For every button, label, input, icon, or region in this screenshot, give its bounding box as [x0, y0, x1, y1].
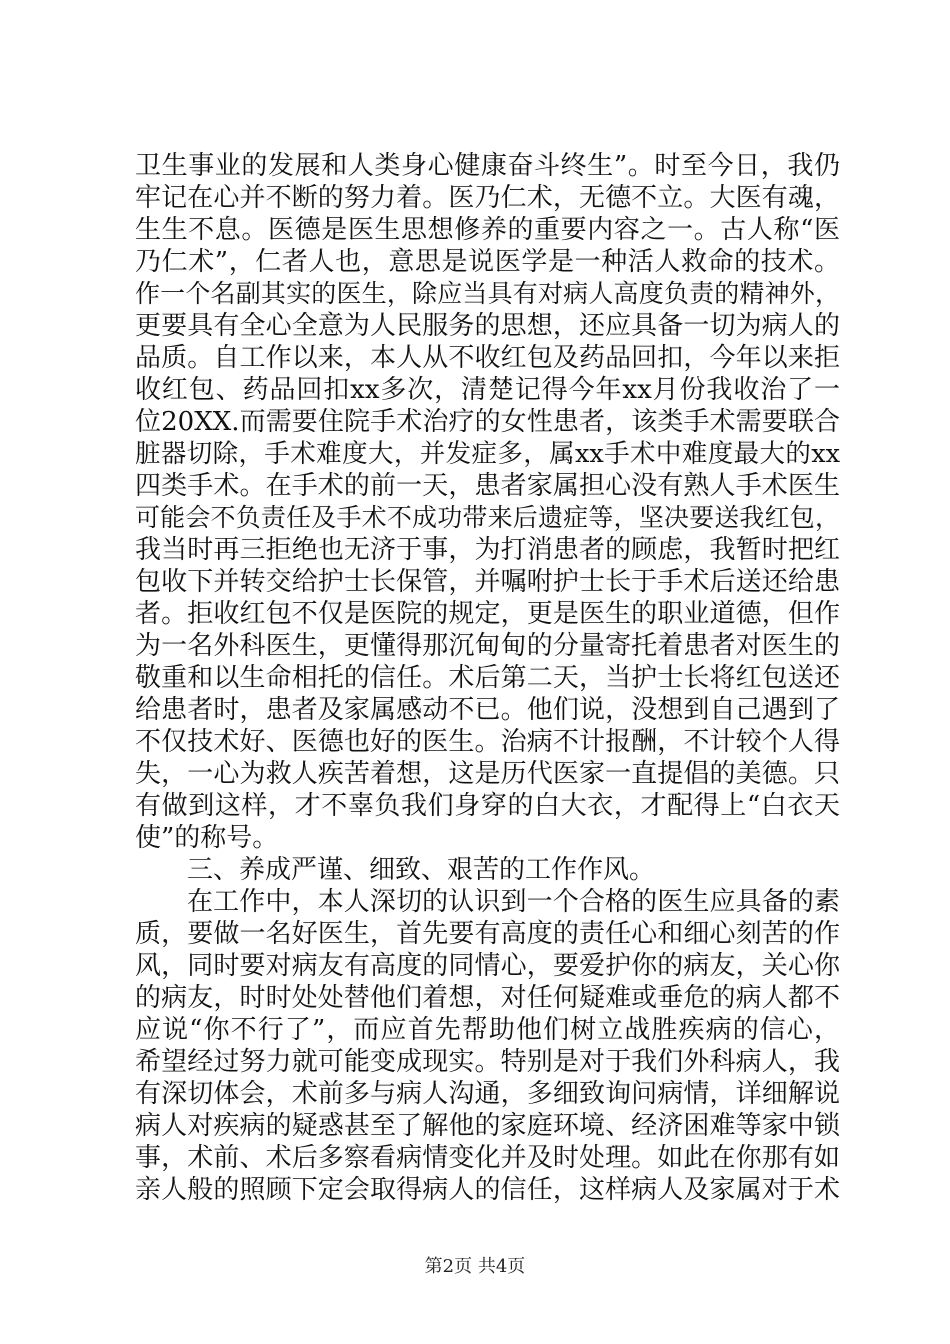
page-number-footer: 第2页 共4页 [424, 1256, 526, 1277]
text-line: 病人对疾病的疑惑甚至了解他的家庭环境、经济困难等家中锁 [135, 1111, 840, 1141]
text-line: 更要具有全心全意为人民服务的思想，还应具备一切为病人的 [135, 311, 840, 341]
text-line: 质，要做一名好医生，首先要有高度的责任心和细心刻苦的作 [135, 919, 840, 949]
text-line: 四类手术。在手术的前一天，患者家属担心没有熟人手术医生 [135, 471, 840, 501]
text-line: 乃仁术”，仁者人也，意思是说医学是一种活人救命的技术。 [135, 247, 840, 277]
section-heading: 三、养成严谨、细致、艰苦的工作作风。 [187, 855, 656, 885]
text-line: 有深切体会，术前多与病人沟通，多细致询问病情，详细解说 [135, 1079, 840, 1109]
text-line: 希望经过努力就可能变成现实。特别是对于我们外科病人，我 [135, 1047, 840, 1077]
paragraph-work-style [135, 886, 840, 1206]
text-line: 不仅技术好、医德也好的医生。治病不计报酬，不计较个人得 [135, 727, 840, 757]
text-line: 的病友，时时处处替他们着想，对任何疑难或垂危的病人都不 [135, 983, 840, 1013]
text-line: 牢记在心并不断的努力着。医乃仁术，无德不立。大医有魂， [135, 183, 840, 213]
text-line: 包收下并转交给护士长保管，并嘱咐护士长于手术后送还给患 [135, 567, 840, 597]
text-line: 有做到这样，才不辜负我们身穿的白大衣，才配得上“白衣天 [135, 791, 840, 821]
text-line: 使”的称号。 [135, 823, 279, 853]
section-heading-work-style [135, 854, 840, 886]
text-line: 品质。自工作以来，本人从不收红包及药品回扣，今年以来拒 [135, 343, 840, 373]
text-line: 可能会不负责任及手术不成功带来后遗症等，坚决要送我红包， [135, 503, 840, 532]
text-line: 脏器切除，手术难度大，并发症多，属xx手术中难度最大的xx [135, 439, 840, 469]
text-line: 为一名外科医生，更懂得那沉甸甸的分量寄托着患者对医生的 [135, 631, 840, 661]
paragraph-medical-ethics [135, 150, 840, 854]
document-body [135, 150, 840, 1206]
text-line: 风，同时要对病友有高度的同情心，要爱护你的病友，关心你 [135, 951, 840, 981]
text-line: 者。拒收红包不仅是医院的规定，更是医生的职业道德，但作 [135, 599, 840, 629]
text-line: 作一个名副其实的医生，除应当具有对病人高度负责的精神外， [135, 279, 840, 308]
text-line: 事，术前、术后多察看病情变化并及时处理。如此在你那有如 [135, 1143, 840, 1173]
text-line: 失，一心为救人疾苦着想，这是历代医家一直提倡的美德。只 [135, 759, 840, 789]
text-line: 应说“你不行了”，而应首先帮助他们树立战胜疾病的信心， [135, 1015, 840, 1045]
text-line: 在工作中，本人深切的认识到一个合格的医生应具备的素 [187, 887, 840, 917]
text-line: 我当时再三拒绝也无济于事，为打消患者的顾虑，我暂时把红 [135, 535, 840, 565]
text-line: 卫生事业的发展和人类身心健康奋斗终生”。时至今日，我仍 [135, 151, 840, 181]
text-line: 给患者时，患者及家属感动不已。他们说，没想到自己遇到了 [135, 695, 840, 725]
text-line: 亲人般的照顾下定会取得病人的信任，这样病人及家属对于术 [135, 1175, 840, 1205]
text-line: 敬重和以生命相托的信任。术后第二天，当护士长将红包送还 [135, 663, 840, 693]
text-line: 生生不息。医德是医生思想修养的重要内容之一。古人称“医 [135, 215, 840, 245]
text-line: 收红包、药品回扣xx多次，清楚记得今年xx月份我收治了一 [135, 375, 840, 405]
text-line: 位20XX.而需要住院手术治疗的女性患者，该类手术需要联合 [135, 407, 840, 437]
